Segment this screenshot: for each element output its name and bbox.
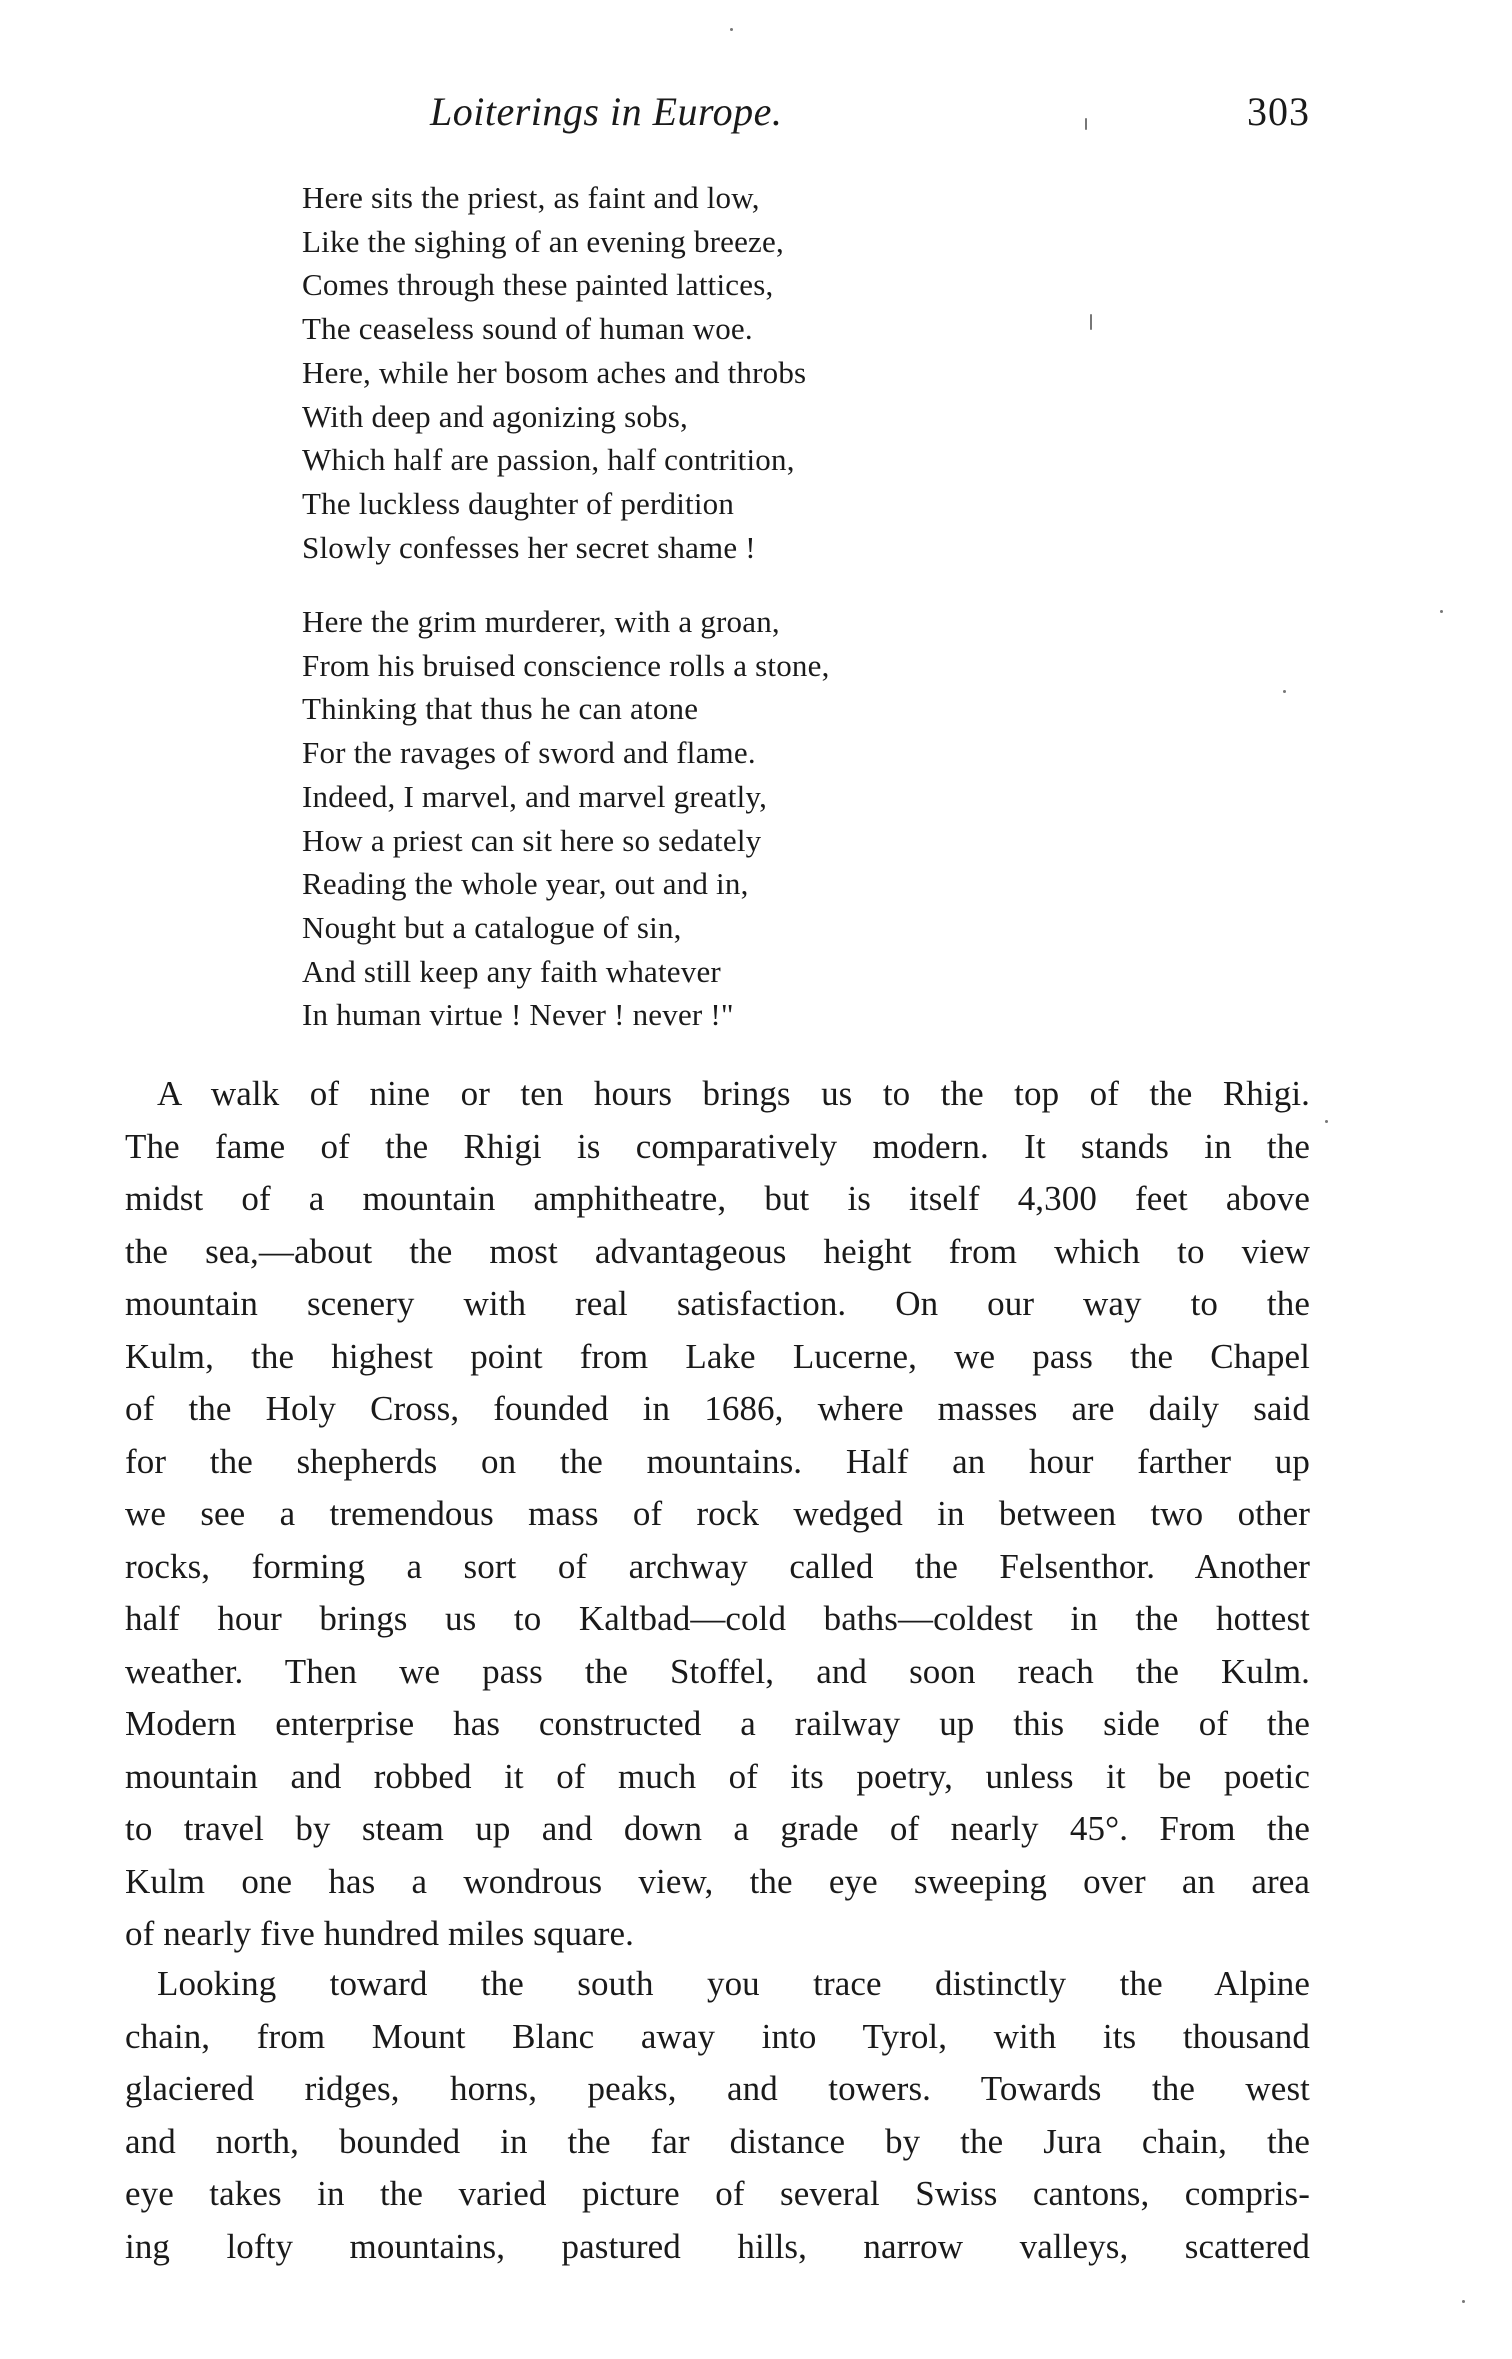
text-line: we see a tremendous mass of rock wedged in between two other <box>125 1494 1310 1533</box>
print-speck <box>1085 118 1087 130</box>
poem-line: Which half are passion, half contrition, <box>302 442 795 478</box>
text-line: The fame of the Rhigi is comparatively modern. It stands in the <box>125 1126 1310 1166</box>
running-head <box>120 88 1310 148</box>
poem-line: Slowly confesses her secret shame ! <box>302 529 756 565</box>
poem-line: For the ravages of sword and flame. <box>302 735 756 771</box>
poem-line: In human virtue ! Never ! never !" <box>302 997 734 1033</box>
print-speck <box>1462 2300 1465 2303</box>
paragraph-looking-south <box>125 1958 1310 2273</box>
print-speck <box>1283 690 1286 693</box>
print-speck <box>1325 1120 1328 1123</box>
text-line: weather. Then we pass the Stoffel, and soon reach the Kulm. <box>125 1651 1310 1691</box>
text-line: glaciered ridges, horns, peaks, and towers. Towards the west <box>125 2069 1310 2108</box>
text-line: the sea,—about the most advantageous height from which to view <box>125 1231 1310 1271</box>
text-line: chain, from Mount Blanc away into Tyrol, with its thousand <box>125 2016 1310 2056</box>
page-number: 303 <box>1247 89 1310 134</box>
text-line: A walk of nine or ten hours brings us to the top of the Rhigi. <box>157 1074 1310 1113</box>
poem-line: Here the grim murderer, with a groan, <box>302 604 780 639</box>
poem-stanza-2 <box>302 600 1302 1037</box>
poem-stanza-1 <box>302 176 1302 569</box>
text-line: and north, bounded in the far distance by the Jura chain, the <box>125 2121 1310 2161</box>
text-line: half hour brings us to Kaltbad—cold baths—coldest in the hottest <box>125 1599 1310 1638</box>
poem-line: And still keep any faith whatever <box>302 953 721 989</box>
text-line: ing lofty mountains, pastured hills, narrow valleys, scattered <box>125 2226 1310 2266</box>
running-title: Loiterings in Europe. <box>430 89 783 134</box>
text-line: to travel by steam up and down a grade of nearly 45°. From the <box>125 1809 1310 1848</box>
print-speck <box>1090 314 1092 330</box>
text-line: mountain and robbed it of much of its poetry, unless it be poetic <box>125 1756 1310 1796</box>
text-line: Looking toward the south you trace distinctly the Alpine <box>157 1964 1310 2003</box>
poem-line: How a priest can sit here so sedately <box>302 822 762 858</box>
poem-line: Indeed, I marvel, and marvel greatly, <box>302 778 768 814</box>
text-line: eye takes in the varied picture of several Swiss cantons, compris- <box>125 2174 1310 2213</box>
poem-line: Nought but a catalogue of sin, <box>302 909 682 945</box>
poem-line: With deep and agonizing sobs, <box>302 398 688 434</box>
text-line: Modern enterprise has constructed a railway up this side of the <box>125 1704 1310 1743</box>
text-line: rocks, forming a sort of archway called the Felsenthor. Another <box>125 1546 1310 1586</box>
paragraph-rhigi-walk <box>125 1068 1310 1961</box>
text-line: of nearly five hundred miles square. <box>125 1914 634 1953</box>
poem-line: From his bruised conscience rolls a stone, <box>302 647 830 683</box>
text-line: of the Holy Cross, founded in 1686, where masses are daily said <box>125 1389 1310 1428</box>
poem-line: Comes through these painted lattices, <box>302 267 774 303</box>
text-line: mountain scenery with real satisfaction. On our way to the <box>125 1284 1310 1323</box>
poem-line: The ceaseless sound of human woe. <box>302 311 753 347</box>
text-line: midst of a mountain amphitheatre, but is itself 4,300 feet above <box>125 1179 1310 1218</box>
poem-line: The luckless daughter of perdition <box>302 485 735 521</box>
poem-line: Here sits the priest, as faint and low, <box>302 180 760 215</box>
poem-line: Like the sighing of an evening breeze, <box>302 223 784 259</box>
poem-line: Here, while her bosom aches and throbs <box>302 354 807 390</box>
print-speck <box>1440 610 1443 613</box>
text-line: Kulm, the highest point from Lake Lucerne, we pass the Chapel <box>125 1336 1310 1376</box>
text-line: for the shepherds on the mountains. Half an hour farther up <box>125 1441 1310 1481</box>
poem-line: Thinking that thus he can atone <box>302 691 699 727</box>
text-line: Kulm one has a wondrous view, the eye sweeping over an area <box>125 1861 1310 1901</box>
poem-line: Reading the whole year, out and in, <box>302 866 749 902</box>
print-speck <box>730 28 733 31</box>
